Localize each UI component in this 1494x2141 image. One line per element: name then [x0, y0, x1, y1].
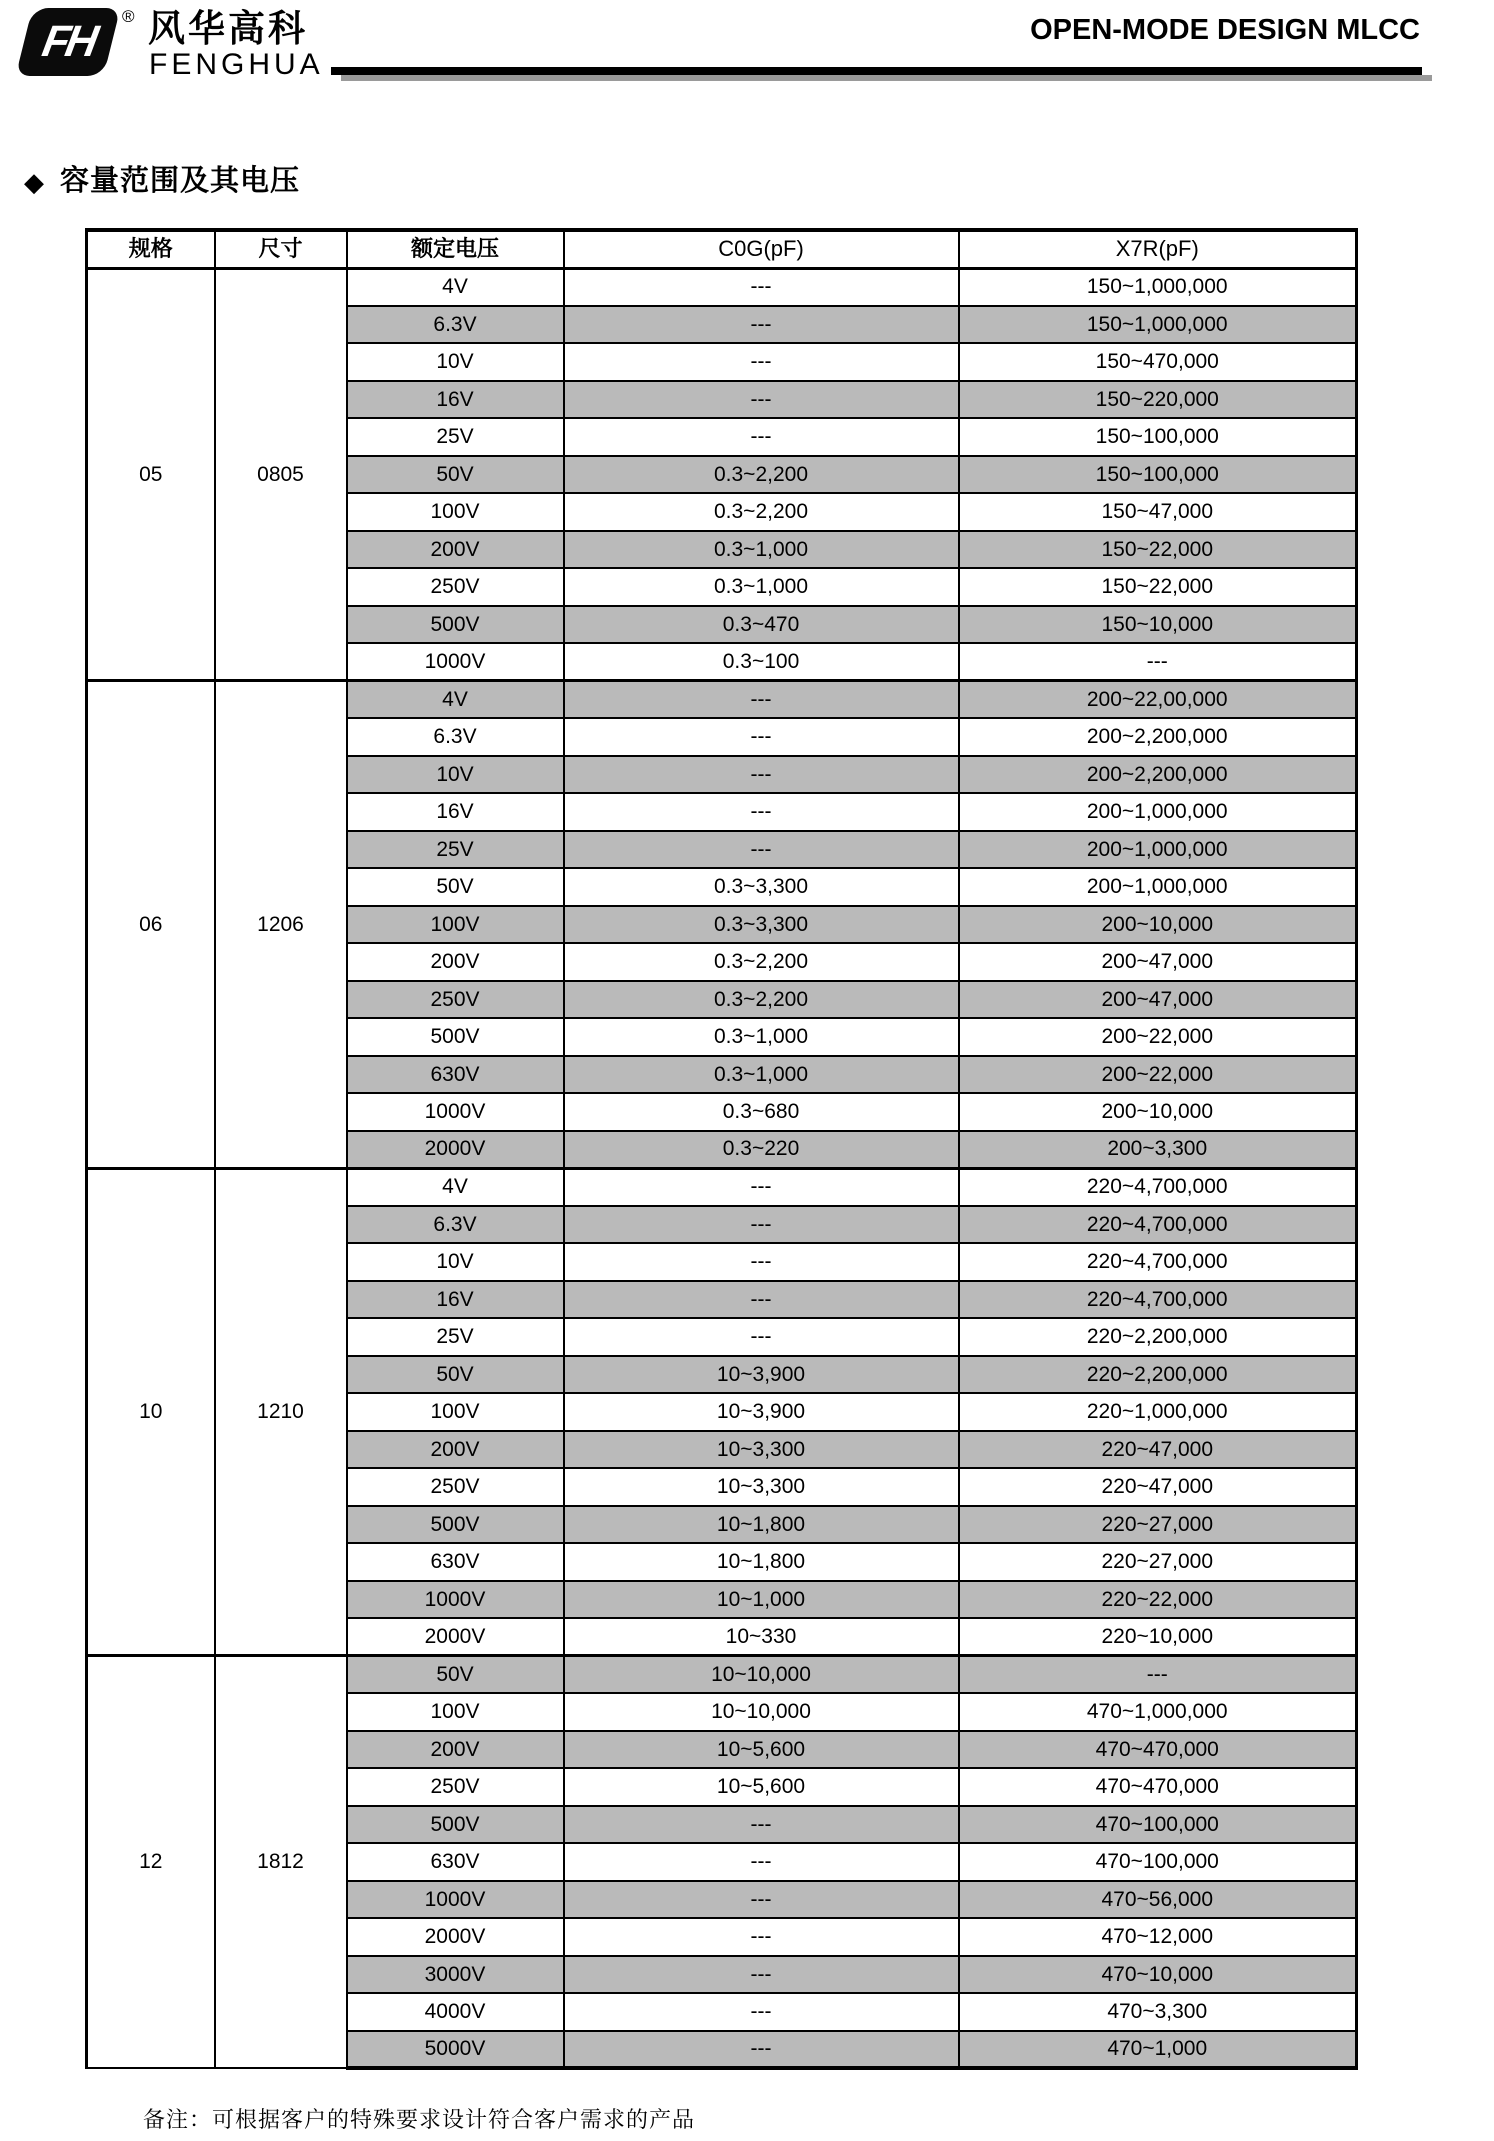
capacitance-voltage-table: [85, 228, 1358, 2070]
x7r-cell: 200~2,200,000: [959, 756, 1357, 794]
voltage-cell: 100V: [347, 493, 564, 531]
c0g-cell: 0.3~2,200: [564, 981, 959, 1019]
c0g-cell: ---: [564, 1993, 959, 2031]
x7r-cell: 200~22,000: [959, 1018, 1357, 1056]
c0g-cell: ---: [564, 306, 959, 344]
x7r-cell: 470~100,000: [959, 1806, 1357, 1844]
spec-cell: 05: [87, 268, 215, 681]
voltage-cell: 4V: [347, 268, 564, 306]
voltage-cell: 10V: [347, 1243, 564, 1281]
spec-cell: 06: [87, 681, 215, 1169]
voltage-cell: 50V: [347, 1656, 564, 1694]
voltage-cell: 16V: [347, 1281, 564, 1319]
x7r-cell: 150~47,000: [959, 493, 1357, 531]
table-row: [87, 1656, 1357, 1694]
x7r-cell: 200~2,200,000: [959, 718, 1357, 756]
voltage-cell: 630V: [347, 1843, 564, 1881]
x7r-cell: 200~47,000: [959, 981, 1357, 1019]
x7r-cell: 470~56,000: [959, 1881, 1357, 1919]
table-row: [87, 1168, 1357, 1206]
x7r-cell: 150~1,000,000: [959, 306, 1357, 344]
voltage-cell: 4V: [347, 1168, 564, 1206]
c0g-cell: ---: [564, 718, 959, 756]
c0g-cell: 10~3,900: [564, 1356, 959, 1394]
c0g-cell: 10~3,300: [564, 1431, 959, 1469]
voltage-cell: 3000V: [347, 1956, 564, 1994]
section-heading: [24, 166, 300, 198]
voltage-cell: 250V: [347, 1468, 564, 1506]
x7r-cell: 220~2,200,000: [959, 1318, 1357, 1356]
size-cell: 1206: [215, 681, 347, 1169]
section-heading-text: 容量范围及其电压: [60, 165, 301, 197]
x7r-cell: 150~10,000: [959, 606, 1357, 644]
x7r-cell: 220~47,000: [959, 1431, 1357, 1469]
x7r-cell: 220~1,000,000: [959, 1393, 1357, 1431]
c0g-cell: ---: [564, 268, 959, 306]
voltage-cell: 10V: [347, 756, 564, 794]
x7r-cell: 150~470,000: [959, 343, 1357, 381]
voltage-cell: 25V: [347, 418, 564, 456]
c0g-cell: 0.3~2,200: [564, 456, 959, 494]
c0g-cell: 10~10,000: [564, 1656, 959, 1694]
voltage-cell: 500V: [347, 1806, 564, 1844]
c0g-cell: ---: [564, 756, 959, 794]
c0g-cell: ---: [564, 343, 959, 381]
c0g-cell: 0.3~1,000: [564, 1056, 959, 1094]
x7r-cell: 220~10,000: [959, 1618, 1357, 1656]
voltage-cell: 2000V: [347, 1918, 564, 1956]
voltage-cell: 25V: [347, 1318, 564, 1356]
c0g-cell: 0.3~2,200: [564, 943, 959, 981]
header-rule: [331, 67, 1422, 75]
x7r-cell: 220~4,700,000: [959, 1168, 1357, 1206]
voltage-cell: 1000V: [347, 643, 564, 681]
x7r-cell: 470~470,000: [959, 1731, 1357, 1769]
voltage-cell: 250V: [347, 1768, 564, 1806]
c0g-cell: 0.3~680: [564, 1093, 959, 1131]
voltage-cell: 50V: [347, 868, 564, 906]
c0g-cell: ---: [564, 1806, 959, 1844]
voltage-cell: 2000V: [347, 1618, 564, 1656]
c0g-cell: ---: [564, 1918, 959, 1956]
voltage-cell: 250V: [347, 981, 564, 1019]
c0g-cell: 10~1,800: [564, 1543, 959, 1581]
c0g-cell: 0.3~2,200: [564, 493, 959, 531]
c0g-cell: 0.3~1,000: [564, 568, 959, 606]
x7r-cell: 150~100,000: [959, 456, 1357, 494]
voltage-cell: 630V: [347, 1543, 564, 1581]
x7r-cell: 200~10,000: [959, 1093, 1357, 1131]
x7r-cell: 220~47,000: [959, 1468, 1357, 1506]
size-cell: 1812: [215, 1656, 347, 2069]
c0g-cell: 10~5,600: [564, 1731, 959, 1769]
voltage-cell: 500V: [347, 1018, 564, 1056]
c0g-cell: 0.3~1,000: [564, 1018, 959, 1056]
voltage-cell: 500V: [347, 606, 564, 644]
x7r-cell: 470~3,300: [959, 1993, 1357, 2031]
x7r-cell: 220~27,000: [959, 1506, 1357, 1544]
x7r-cell: 470~1,000,000: [959, 1693, 1357, 1731]
col-header-size: 尺寸: [215, 230, 347, 268]
voltage-cell: 1000V: [347, 1581, 564, 1619]
voltage-cell: 200V: [347, 531, 564, 569]
c0g-cell: 0.3~1,000: [564, 531, 959, 569]
c0g-cell: 10~1,000: [564, 1581, 959, 1619]
col-header-rated-voltage: 额定电压: [347, 230, 564, 268]
voltage-cell: 200V: [347, 1431, 564, 1469]
c0g-cell: 0.3~3,300: [564, 868, 959, 906]
x7r-cell: 220~4,700,000: [959, 1281, 1357, 1319]
x7r-cell: 200~3,300: [959, 1131, 1357, 1169]
voltage-cell: 50V: [347, 456, 564, 494]
c0g-cell: ---: [564, 1843, 959, 1881]
c0g-cell: ---: [564, 2031, 959, 2069]
x7r-cell: 150~100,000: [959, 418, 1357, 456]
voltage-cell: 4V: [347, 681, 564, 719]
c0g-cell: 10~3,300: [564, 1468, 959, 1506]
registered-trademark-symbol: ®: [122, 7, 135, 26]
voltage-cell: 6.3V: [347, 306, 564, 344]
voltage-cell: 4000V: [347, 1993, 564, 2031]
x7r-cell: 470~470,000: [959, 1768, 1357, 1806]
x7r-cell: 470~100,000: [959, 1843, 1357, 1881]
col-header-c0g: C0G(pF): [564, 230, 959, 268]
table-row: [87, 681, 1357, 719]
c0g-cell: ---: [564, 681, 959, 719]
c0g-cell: ---: [564, 1956, 959, 1994]
c0g-cell: 10~5,600: [564, 1768, 959, 1806]
x7r-cell: 200~1,000,000: [959, 868, 1357, 906]
voltage-cell: 500V: [347, 1506, 564, 1544]
x7r-cell: 150~22,000: [959, 568, 1357, 606]
voltage-cell: 2000V: [347, 1131, 564, 1169]
c0g-cell: ---: [564, 1318, 959, 1356]
voltage-cell: 1000V: [347, 1881, 564, 1919]
x7r-cell: 200~47,000: [959, 943, 1357, 981]
c0g-cell: 0.3~3,300: [564, 906, 959, 944]
voltage-cell: 630V: [347, 1056, 564, 1094]
voltage-cell: 16V: [347, 793, 564, 831]
x7r-cell: 150~22,000: [959, 531, 1357, 569]
voltage-cell: 6.3V: [347, 1206, 564, 1244]
voltage-cell: 6.3V: [347, 718, 564, 756]
c0g-cell: 10~3,900: [564, 1393, 959, 1431]
c0g-cell: ---: [564, 793, 959, 831]
x7r-cell: 150~1,000,000: [959, 268, 1357, 306]
table-header-row: [87, 230, 1357, 268]
c0g-cell: 0.3~100: [564, 643, 959, 681]
x7r-cell: 220~4,700,000: [959, 1206, 1357, 1244]
logo-latin-name: FENGHUA: [149, 48, 324, 81]
x7r-cell: 150~220,000: [959, 381, 1357, 419]
spec-cell: 12: [87, 1656, 215, 2069]
c0g-cell: 10~1,800: [564, 1506, 959, 1544]
c0g-cell: ---: [564, 831, 959, 869]
fenghua-logo-icon: [16, 8, 121, 76]
logo-monogram: FH: [38, 17, 98, 66]
x7r-cell: ---: [959, 643, 1357, 681]
size-cell: 0805: [215, 268, 347, 681]
x7r-cell: 200~1,000,000: [959, 831, 1357, 869]
voltage-cell: 100V: [347, 1693, 564, 1731]
logo-chinese-name: 风华高科: [148, 8, 308, 49]
voltage-cell: 25V: [347, 831, 564, 869]
x7r-cell: 200~10,000: [959, 906, 1357, 944]
x7r-cell: 470~1,000: [959, 2031, 1357, 2069]
c0g-cell: ---: [564, 1206, 959, 1244]
x7r-cell: 200~1,000,000: [959, 793, 1357, 831]
x7r-cell: 220~2,200,000: [959, 1356, 1357, 1394]
x7r-cell: 200~22,00,000: [959, 681, 1357, 719]
col-header-spec: 规格: [87, 230, 215, 268]
c0g-cell: 10~330: [564, 1618, 959, 1656]
c0g-cell: ---: [564, 1168, 959, 1206]
c0g-cell: ---: [564, 381, 959, 419]
voltage-cell: 250V: [347, 568, 564, 606]
voltage-cell: 200V: [347, 1731, 564, 1769]
size-cell: 1210: [215, 1168, 347, 1656]
x7r-cell: ---: [959, 1656, 1357, 1694]
x7r-cell: 220~22,000: [959, 1581, 1357, 1619]
col-header-x7r: X7R(pF): [959, 230, 1357, 268]
voltage-cell: 100V: [347, 906, 564, 944]
c0g-cell: ---: [564, 1243, 959, 1281]
spec-cell: 10: [87, 1168, 215, 1656]
x7r-cell: 220~27,000: [959, 1543, 1357, 1581]
footer-note: 备注：可根据客户的特殊要求设计符合客户需求的产品: [143, 2107, 696, 2132]
x7r-cell: 220~4,700,000: [959, 1243, 1357, 1281]
x7r-cell: 470~10,000: [959, 1956, 1357, 1994]
c0g-cell: ---: [564, 1281, 959, 1319]
voltage-cell: 5000V: [347, 2031, 564, 2069]
voltage-cell: 100V: [347, 1393, 564, 1431]
c0g-cell: 10~10,000: [564, 1693, 959, 1731]
table-row: [87, 268, 1357, 306]
c0g-cell: 0.3~220: [564, 1131, 959, 1169]
c0g-cell: 0.3~470: [564, 606, 959, 644]
voltage-cell: 1000V: [347, 1093, 564, 1131]
diamond-bullet-icon: ◆: [24, 166, 44, 197]
voltage-cell: 200V: [347, 943, 564, 981]
voltage-cell: 10V: [347, 343, 564, 381]
header-rule-shadow: [341, 75, 1432, 81]
page-title: OPEN-MODE DESIGN MLCC: [1030, 14, 1420, 46]
c0g-cell: ---: [564, 1881, 959, 1919]
x7r-cell: 200~22,000: [959, 1056, 1357, 1094]
voltage-cell: 16V: [347, 381, 564, 419]
voltage-cell: 50V: [347, 1356, 564, 1394]
x7r-cell: 470~12,000: [959, 1918, 1357, 1956]
c0g-cell: ---: [564, 418, 959, 456]
